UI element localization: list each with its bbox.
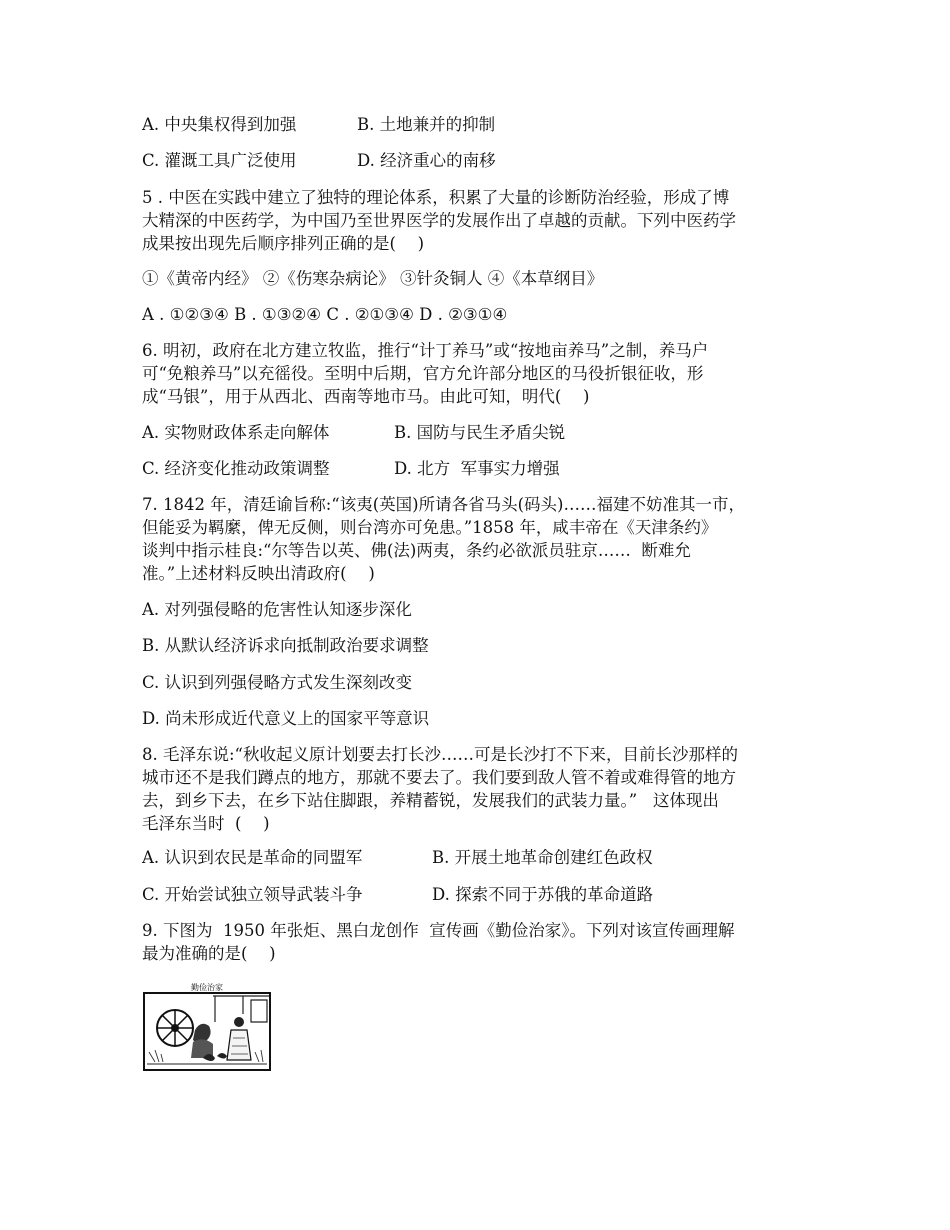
- q7-stem-line: 谈判中指示桂良:“尔等告以英、佛(法)两夷，条约必欲派员驻京…… 断难允: [142, 541, 691, 560]
- poster-illustration-image: [143, 992, 271, 1071]
- q8-option-a: A. 认识到农民是革命的同盟军: [142, 848, 363, 867]
- q8-stem-line: 城市还不是我们蹲点的地方，那就不要去了。我们要到敌人管不着或难得管的地方: [142, 768, 736, 787]
- q4-option-b: B. 土地兼并的抑制: [357, 115, 496, 134]
- q6-option-d: D. 北方 军事实力增强: [394, 459, 560, 478]
- q5-stem-line: 5 . 中医在实践中建立了独特的理论体系，积累了大量的诊断防治经验，形成了博: [142, 188, 730, 207]
- q4-option-a: A. 中央集权得到加强: [142, 115, 297, 134]
- q6-stem-line: 6. 明初，政府在北方建立牧监，推行“计丁养马”或“按地亩养马”之制，养马户: [142, 341, 709, 360]
- q5-stem-line: 成果按出现先后顺序排列正确的是( ): [142, 234, 425, 253]
- q8-option-b: B. 开展土地革命创建红色政权: [432, 848, 653, 867]
- q7-stem-line: 7. 1842 年，清廷谕旨称:“该夷(英国)所请各省马头(码头)……福建不妨准其一市，: [142, 495, 745, 514]
- q8-stem-line: 去，到乡下去，在乡下站住脚跟，养精蓄锐，发展我们的武装力量。” 这体现出: [142, 791, 719, 810]
- q4-option-d: D. 经济重心的南移: [357, 151, 496, 170]
- q8-stem-line: 8. 毛泽东说:“秋收起义原计划要去打长沙……可是长沙打不下来，目前长沙那样的: [142, 745, 738, 764]
- figure-caption: 勤俭治家: [191, 983, 223, 992]
- q7-stem-line: 但能妥为羁縻，俾无反侧，则台湾亦可免患。”1858 年，咸丰帝在《天津条约》: [142, 518, 718, 537]
- q7-option-d: D. 尚未形成近代意义上的国家平等意识: [142, 709, 430, 728]
- q9-stem-line: 9. 下图为 1950 年张炬、黑白龙创作 宣传画《勤俭治家》。下列对该宣传画理解: [142, 921, 735, 940]
- q5-stem-line: 大精深的中医药学，为中国乃至世界医学的发展作出了卓越的贡献。下列中医药学: [142, 211, 736, 230]
- q7-option-b: B. 从默认经济诉求向抵制政治要求调整: [142, 636, 429, 655]
- q7-option-a: A. 对列强侵略的危害性认知逐步深化: [142, 600, 412, 619]
- q6-stem-line: 成“马银”，用于从西北、西南等地市马。由此可知，明代( ): [142, 387, 590, 406]
- q9-stem-line: 最为准确的是( ): [142, 944, 276, 963]
- q4-option-c: C. 灌溉工具广泛使用: [142, 151, 297, 170]
- q6-option-c: C. 经济变化推动政策调整: [142, 459, 330, 478]
- q8-option-c: C. 开始尝试独立领导武装斗争: [142, 885, 363, 904]
- q8-stem-line: 毛泽东当时 ( ): [142, 814, 270, 833]
- q8-option-d: D. 探索不同于苏俄的革命道路: [432, 885, 654, 904]
- q6-stem-line: 可“免粮养马”以充徭役。至明中后期，官方允许部分地区的马役折银征收，形: [142, 364, 704, 383]
- q6-option-a: A. 实物财政体系走向解体: [142, 423, 330, 442]
- q7-option-c: C. 认识到列强侵略方式发生深刻改变: [142, 673, 413, 692]
- q6-option-b: B. 国防与民生矛盾尖锐: [394, 423, 566, 442]
- propaganda-poster-figure: [143, 983, 271, 1071]
- q5-options: A . ①②③④ B . ①③②④ C . ②①③④ D . ②③①④: [142, 305, 508, 324]
- q5-items: ①《黄帝内经》 ②《伤寒杂病论》 ③针灸铜人 ④《本草纲目》: [142, 269, 604, 288]
- q7-stem-line: 准。”上述材料反映出清政府( ): [142, 564, 375, 583]
